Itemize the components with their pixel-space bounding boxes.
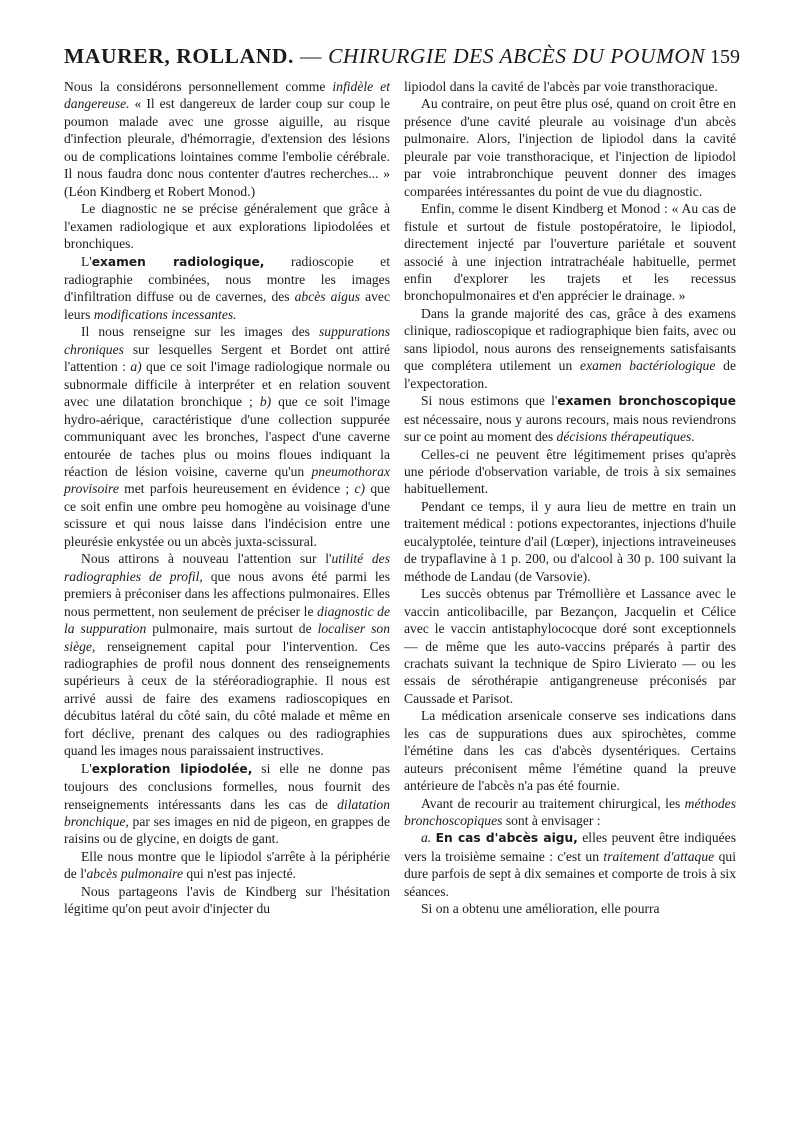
paragraph — [404, 446, 736, 498]
paragraph — [64, 253, 390, 324]
text-run: Dans la grande majorité des cas, grâce à des examens clinique, radioscopique et radiographique bien faits, avec ou sans lipiodol, nous aurons des renseignements satisfaisants que complétera utilement un — [404, 305, 736, 374]
text-run: que ce soit enfin une ombre peu homogène au voisinage d'une scissure et qui nous laisse dans l'indécision entre une pleurésie enkystée ou un abcès juxta-scissural. — [64, 481, 390, 549]
bold-term: exploration lipiodolée, — [91, 761, 253, 776]
paragraph — [404, 78, 736, 95]
paragraph — [404, 200, 736, 305]
text-run: renseignement capital pour l'intervention. Ces radiographies de profil nous donnent des renseignements supérieurs à ceux de la stéréoradiographie. Il nous est arrivé aussi de faire des examens radioscopiques en décubitus latéral du côté sain, du côté malade et même en fort déclive, prenant des calques ou des radiographies quand les images nous paraissaient instructives. — [64, 638, 390, 759]
paragraph — [404, 392, 736, 445]
text-run: Pendant ce temps, il y aura lieu de mettre en train un traitement médical : potions expectorantes, injections d'huile eucalyptolée, teinture d'ail (Lœper), injections intraveineuses de trypaflavine à 1 p. 200, ou d'alcool à 30 p. 100 suivant la méthode de Landau (de Varsovie). — [404, 498, 736, 584]
italic-text: a. — [421, 830, 432, 846]
paragraph — [64, 883, 390, 918]
text-run: Si nous estimons que l' — [421, 393, 558, 409]
italic-text: abcès aigus — [294, 289, 361, 305]
italic-text: b) — [259, 394, 272, 410]
text-run: Nous attirons à nouveau l'attention sur l' — [81, 551, 332, 567]
italic-text: diagnostic de la suppuration — [64, 603, 391, 637]
text-run: radioscopie et radiographie combinées, nous montre les images d'infiltration diffuse ou de cavernes, des — [64, 253, 390, 305]
italic-text: méthodes bronchoscopiques — [404, 795, 736, 829]
italic-text: décisions thérapeutiques. — [556, 429, 695, 445]
text-run: de l'expectoration. — [404, 358, 736, 391]
paragraph — [64, 78, 390, 200]
text-run: que ce soit l'image hydro-aérique, caractéristique d'une collection suppurée communiquant avec les bronches, l'aspect d'une caverne entourée de taches plus ou moins floues indiquant la réaction de lésion voisine, caverne qu'un — [64, 394, 390, 479]
paragraph — [404, 95, 736, 200]
paragraph — [64, 848, 390, 883]
text-run: Celles-ci ne peuvent être légitimement prises qu'après une période d'observation variable, de trois à six semaines habituellement. — [404, 446, 736, 497]
header-title: CHIRURGIE DES ABCÈS DU POUMON — [328, 44, 706, 68]
italic-text: modifications incessantes. — [93, 306, 237, 322]
paragraph — [404, 498, 736, 585]
italic-text: examen bactériologique — [580, 358, 716, 374]
italic-text: traitement d'attaque — [603, 848, 715, 864]
text-run: Les succès obtenus par Trémollière et Lassance avec le vaccin anticolibacille, par Bezançon, Jacquelin et Célice avec le vaccin antistaphylococque doré sont exceptionnels — de même que les auto-vaccins préparés à partir des crachats suivant la technique de Spiro Livierato — ou les essais de sérothérapie antigangreneuse préconisés par Caussade et Parisot. — [404, 586, 736, 706]
paragraph — [404, 707, 736, 794]
text-run: Enfin, comme le disent Kindberg et Monod : « Au cas de fistule et surtout de fistule postopératoire, le lipiodol, directement injecté par l'ouverture pariétale et souvent associé à une injection intratrachéale habituelle, permet enfin d'explorer les trajets et les recessus bronchopulmonaires et d'en apprécier le drainage. » — [404, 201, 736, 304]
text-run: La médication arsenicale conserve ses indications dans les cas de suppurations dues aux spirochètes, comme l'émétine dans les cas d'abcès dysentériques. Certains auteurs préconisent même l'émétine quand la preuve antérieure de l'abcès n'a pas été fournie. — [404, 708, 736, 794]
paragraph — [404, 900, 736, 917]
text-run: qui n'est pas injecté. — [183, 866, 297, 882]
bold-term: En cas d'abcès aigu, — [435, 831, 578, 846]
text-run: que nous avons été parmi les premiers à préconiser dans les affections pulmonaires. Elles nous permettent, non seulement de préciser le — [64, 568, 390, 619]
left-column — [64, 78, 390, 918]
text-run: Nous la considérons personnellement comme — [64, 79, 333, 94]
paragraph — [64, 550, 390, 759]
italic-text: infidèle et dangereuse. — [64, 79, 390, 112]
paragraph — [404, 829, 736, 900]
running-header — [64, 44, 740, 74]
text-run: par ses images en nid de pigeon, en grappes de raisins ou de glycine, en doigts de gant. — [64, 814, 390, 847]
italic-text: suppurations chroniques — [64, 324, 390, 357]
text-run: L' — [81, 760, 92, 776]
text-run: Elle nous montre que le lipiodol s'arrête à la périphérie de l' — [64, 848, 390, 882]
text-run: Il nous renseigne sur les images des — [81, 324, 319, 340]
text-run: lipiodol dans la cavité de l'abcès par voie transthoracique. — [404, 79, 718, 94]
paragraph — [64, 760, 390, 848]
italic-text: pneumothorax provisoire — [64, 463, 390, 497]
paragraph — [404, 585, 736, 707]
text-run: qui dure parfois de sept à dix semaines et comporte de trois à six séances. — [404, 848, 736, 899]
text-run: est nécessaire, nous y aurons recours, mais nous reviendrons sur ce point au moment des — [404, 411, 736, 445]
text-run: L' — [81, 253, 92, 269]
text-run: met parfois heureusement en évidence ; — [118, 481, 355, 497]
page-number: 159 — [710, 46, 740, 68]
text-run: que ce soit l'image radiologique normale ou subnormale difficile à interpréter et en relation souvent avec une dilatation bronchique ; — [64, 359, 390, 410]
text-run: Nous partageons l'avis de Kindberg sur l'hésitation légitime qu'on peut avoir d'injecter du — [64, 883, 390, 917]
italic-text: dilatation bronchique, — [64, 796, 390, 830]
paragraph — [404, 795, 736, 830]
italic-text: utilité des radiographies de profil, — [64, 551, 390, 584]
text-run: sont à envisager : — [502, 813, 601, 829]
paragraph — [404, 305, 736, 392]
paragraph — [64, 323, 390, 550]
italic-text: abcès pulmonaire — [86, 866, 183, 882]
text-run: si elle ne donne pas toujours des conclusions formelles, nous fournit des renseignements intéressants dans les cas de — [64, 760, 390, 812]
text-run: pulmonaire, mais surtout de — [146, 621, 318, 637]
text-run: avec leurs — [64, 289, 390, 322]
text-run: Le diagnostic ne se précise généralement que grâce à l'examen radiologique et aux explorations lipiodolées et bronchiques. — [64, 201, 390, 252]
paragraph — [64, 200, 390, 252]
bold-term: examen radiologique, — [91, 254, 265, 269]
italic-text: localiser son siège, — [64, 621, 391, 654]
italic-text: a) — [130, 359, 142, 375]
right-column — [404, 78, 736, 918]
text-run: sur lesquelles Sergent et Bordet ont attiré l'attention : — [64, 341, 390, 375]
italic-text: c) — [354, 481, 366, 497]
text-run: Avant de recourir au traitement chirurgical, les — [421, 795, 685, 811]
bold-term: examen bronchoscopique — [557, 394, 736, 409]
text-run: elles peuvent être indiquées vers la troisième semaine : c'est un — [404, 830, 736, 864]
text-run: « Il est dangereux de larder coup sur coup le poumon malade avec une grosse aiguille, au risque d'infection pleurale, d'hémorragie, d'extension des lésions ou de complications lointaines comme l'embolie cérébrale. Il nous faudra donc nous contenter d'autres recherches... » (Léon Kindberg et Robert Monod.) — [64, 96, 390, 199]
text-run: Au contraire, on peut être plus osé, quand on croit être en présence d'une cavité pleurale au voisinage d'un abcès pulmonaire. Alors, l'injection de lipiodol dans la cavité pleurale par voie transthoracique, et l'injection de lipiodol par voie intrabronchique peuvent donner des images comparées intéressantes du point de vue du diagnostic. — [404, 96, 736, 199]
header-authors: MAURER, ROLLAND. — [64, 44, 294, 68]
text-run: Si on a obtenu une amélioration, elle pourra — [421, 901, 660, 917]
header-separator: — — [299, 44, 323, 68]
